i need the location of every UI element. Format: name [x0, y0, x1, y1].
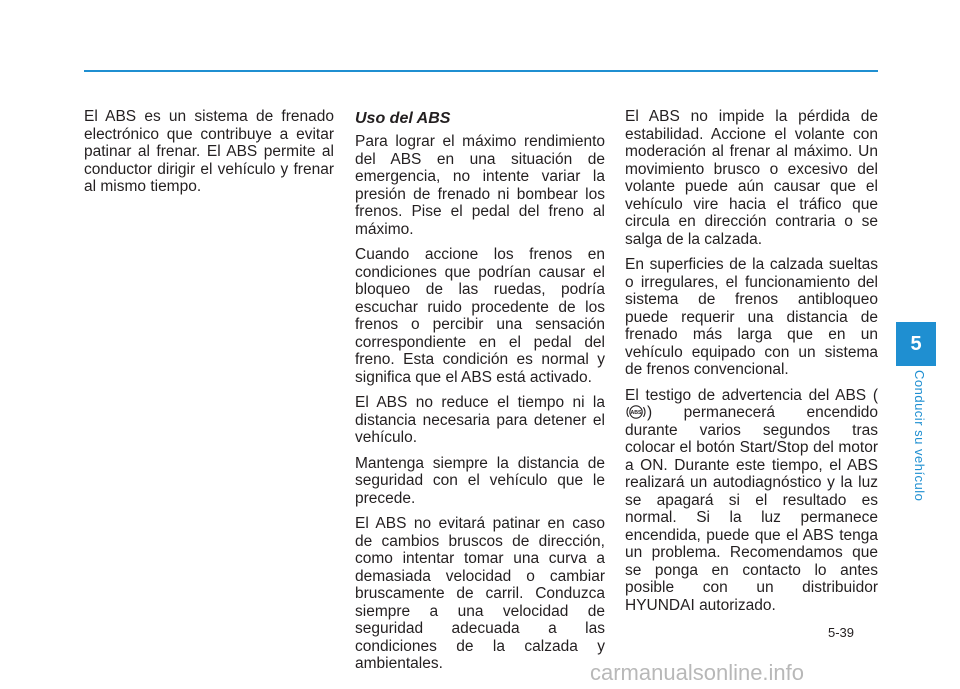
column-middle	[355, 109, 605, 681]
paragraph: Mantenga siempre la distancia de seguridad con el vehículo que le precede.	[355, 454, 605, 507]
abs-icon-label: ABS	[630, 410, 642, 416]
chapter-tab	[896, 322, 936, 366]
column-right	[625, 108, 878, 622]
paragraph: Cuando accione los frenos en condiciones que podrían causar el bloqueo de las ruedas, podría escuchar ruido procedente de los frenos o percibir una sensación correspondiente en el pedal del freno. Esta condición es normal y significa que el ABS está activado.	[355, 246, 605, 386]
paragraph: El ABS no reduce el tiempo ni la distancia necesaria para detener el vehículo.	[355, 394, 605, 446]
paragraph: El ABS no impide la pérdida de estabilidad. Accione el volante con moderación al frenar al máximo. Un movimiento brusco o excesivo del volante puede aún causar que el vehículo vire hacia el tráfico que circula en dirección contraria o se salga de la calzada.	[625, 108, 878, 248]
text-run: El testigo de advertencia del ABS (	[625, 386, 878, 404]
watermark: carmanualsonline.info	[590, 660, 805, 685]
text-run: ) permanecerá encendido durante varios segundos tras colocar el botón Start/Stop del motor a ON. Durante este tiempo, el ABS realizará un autodiagnóstico y la luz se apagará si el resultado es normal. Si la luz permanece encendida, puede que el ABS tenga un problema. Recomendamos que se ponga en contacto lo antes posible con un distribuidor HYUNDAI autorizado.	[625, 404, 878, 614]
paragraph: El ABS no evitará patinar en caso de cambios bruscos de dirección, como intentar tomar una curva a demasiada velocidad o cambiar bruscamente de carril. Conduzca siempre a una velocidad de seguridad adecuada a las condiciones de la calzada y ambientales.	[355, 515, 605, 672]
section-heading: Uso del ABS	[355, 110, 451, 127]
column-left	[84, 108, 334, 204]
chapter-title: Conducir su vehículo	[912, 370, 927, 502]
top-rule	[84, 70, 878, 72]
paragraph: Para lograr el máximo rendimiento del ABS en una situación de emergencia, no intente variar la presión de frenado ni bombear los frenos. Pise el pedal del freno al máximo.	[355, 133, 605, 238]
chapter-number: 5	[910, 332, 922, 355]
page-number: 5-39	[828, 625, 855, 640]
abs-warning-light-icon	[626, 404, 646, 420]
paragraph: El ABS es un sistema de frenado electrónico que contribuye a evitar patinar al frenar. El ABS permite al conductor dirigir el vehículo y frenar al mismo tiempo.	[84, 108, 334, 195]
paragraph: En superficies de la calzada sueltas o irregulares, el funcionamiento del sistema de frenos antibloqueo puede requerir una distancia de frenado más larga que en un vehículo equipado con un sistema de frenos convencional.	[625, 256, 878, 378]
paragraph-abs-warning	[625, 387, 878, 615]
